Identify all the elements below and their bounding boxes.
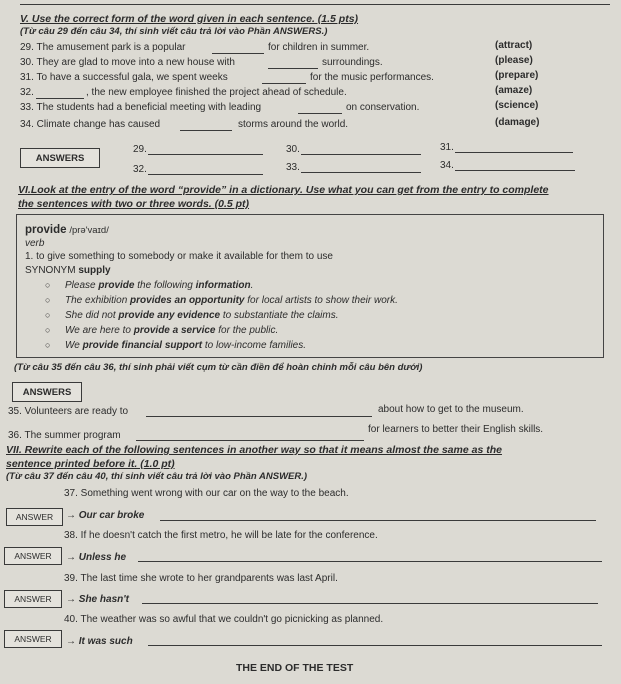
- q29-blank: [212, 53, 264, 54]
- answer-label-box: ANSWER: [4, 590, 62, 608]
- q31-blank: [262, 83, 306, 84]
- example-item: ○ We provide financial support to low-income families.: [45, 340, 306, 351]
- q37-line[interactable]: [160, 520, 596, 521]
- q39-start: → She hasn't: [66, 594, 129, 605]
- q38-text: 38. If he doesn't catch the first metro, he will be late for the conference.: [64, 530, 378, 541]
- q33-word: (science): [495, 100, 539, 111]
- example-item: ○ Please provide the following information.: [45, 280, 254, 291]
- q29-text-a: 29. The amusement park is a popular: [20, 42, 186, 53]
- example-item: ○ She did not provide any evidence to substantiate the claims.: [45, 310, 339, 321]
- ans30-line[interactable]: [301, 154, 421, 155]
- entry-pos: verb: [25, 238, 45, 249]
- q38-start: → Unless he: [66, 552, 127, 563]
- part7-title: VII. Rewrite each of the following sentences in another way so that it means almost the same as the: [6, 444, 502, 456]
- ans29-num: 29.: [133, 144, 147, 155]
- answer-label-box: ANSWER: [4, 547, 62, 565]
- q34-blank: [180, 130, 232, 131]
- q35-blank[interactable]: [146, 416, 372, 417]
- q40-text: 40. The weather was so awful that we couldn't go picnicking as planned.: [64, 614, 384, 625]
- bullet-icon: ○: [45, 310, 51, 320]
- part5-title: V. Use the correct form of the word given in each sentence. (1.5 pts): [20, 13, 359, 25]
- example-item: ○ We are here to provide a service for the public.: [45, 325, 279, 336]
- top-rule: [20, 4, 610, 5]
- ans32-num: 32.: [133, 164, 147, 175]
- q36-blank[interactable]: [136, 440, 364, 441]
- answer-label-box: ANSWER: [6, 508, 63, 526]
- q35-text-b: about how to get to the museum.: [378, 404, 524, 415]
- q40-start: → It was such: [66, 636, 133, 647]
- ans34-line[interactable]: [455, 170, 575, 171]
- q32-word: (amaze): [495, 85, 533, 96]
- q30-text-a: 30. They are glad to move into a new house with: [20, 57, 235, 68]
- q38-line[interactable]: [138, 561, 602, 562]
- q39-text: 39. The last time she wrote to her grandparents was last April.: [64, 573, 338, 584]
- q32-text-b: , the new employee finished the project ahead of schedule.: [86, 87, 347, 98]
- q31-text-a: 31. To have a successful gala, we spent weeks: [20, 72, 228, 83]
- ans32-line[interactable]: [148, 174, 263, 175]
- part7-title-2: sentence printed before it. (1.0 pt): [6, 458, 175, 470]
- q30-blank: [268, 68, 318, 69]
- part6-instruction: (Từ câu 35 đến câu 36, thí sinh phải viết cụm từ cần điền để hoàn chỉnh mỗi câu bên dưới): [14, 362, 423, 373]
- q39-line[interactable]: [142, 603, 598, 604]
- q33-text-a: 33. The students had a beneficial meeting with leading: [20, 102, 262, 113]
- q34-word: (damage): [495, 117, 540, 128]
- q33-blank: [298, 113, 342, 114]
- end-of-test: THE END OF THE TEST: [236, 662, 354, 674]
- entry-word: provide: [25, 224, 67, 236]
- ans29-line[interactable]: [148, 154, 263, 155]
- entry-pron: /prə'vaɪd/: [69, 225, 109, 236]
- example-list: [25, 278, 595, 353]
- q30-text-b: surroundings.: [322, 57, 383, 68]
- entry-definition: 1. to give something to somebody or make it available for them to use: [25, 251, 333, 262]
- q32-text-a: 32.: [20, 87, 34, 98]
- synonym-word: supply: [78, 265, 111, 276]
- q37-start: → Our car broke: [66, 510, 145, 521]
- answers-label-box-2: ANSWERS: [12, 382, 82, 402]
- ans31-line[interactable]: [455, 152, 573, 153]
- bullet-icon: ○: [45, 280, 51, 290]
- q31-text-b: for the music performances.: [310, 72, 434, 83]
- q40-line[interactable]: [148, 645, 602, 646]
- q29-word: (attract): [495, 40, 533, 51]
- q36-text-b: for learners to better their English skills.: [368, 424, 544, 435]
- part6-title: VI.Look at the entry of the word “provide” in a dictionary. Use what you can get from the entry to complete: [18, 184, 549, 196]
- part6-title-2: the sentences with two or three words. (0.5 pt): [18, 198, 250, 210]
- ans30-num: 30.: [286, 144, 300, 155]
- bullet-icon: ○: [45, 325, 51, 335]
- q32-blank: [36, 98, 84, 99]
- q34-text-b: storms around the world.: [238, 119, 349, 130]
- bullet-icon: ○: [45, 295, 51, 305]
- ans33-line[interactable]: [301, 172, 421, 173]
- q34-text-a: 34. Climate change has caused: [20, 119, 161, 130]
- answer-label-box: ANSWER: [4, 630, 62, 648]
- synonym-label: SYNONYM: [25, 265, 76, 276]
- ans34-num: 34.: [440, 160, 454, 171]
- dictionary-entry-box: [16, 214, 604, 358]
- q35-text-a: 35. Volunteers are ready to: [8, 406, 129, 417]
- q29-text-b: for children in summer.: [268, 42, 370, 53]
- q37-text: 37. Something went wrong with our car on the way to the beach.: [64, 488, 349, 499]
- part7-subtitle: (Từ câu 37 đến câu 40, thí sinh viết câu trả lời vào Phần ANSWER.): [6, 471, 308, 482]
- ans33-num: 33.: [286, 162, 300, 173]
- q30-word: (please): [495, 55, 533, 66]
- ans31-num: 31.: [440, 142, 454, 153]
- answers-label-box: ANSWERS: [20, 148, 100, 168]
- part5-subtitle: (Từ câu 29 đến câu 34, thí sinh viết câu trả lời vào Phần ANSWERS.): [20, 26, 328, 37]
- q31-word: (prepare): [495, 70, 539, 81]
- q33-text-b: on conservation.: [346, 102, 420, 113]
- example-item: ○ The exhibition provides an opportunity for local artists to show their work.: [45, 295, 398, 306]
- bullet-icon: ○: [45, 340, 51, 350]
- q36-text-a: 36. The summer program: [8, 430, 121, 441]
